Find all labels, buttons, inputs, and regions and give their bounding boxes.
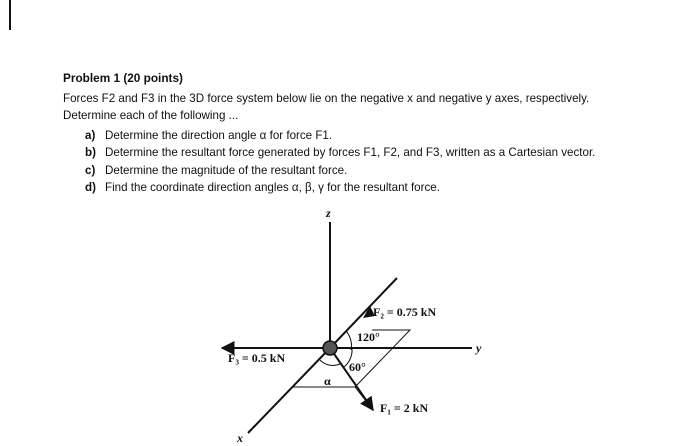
task-text: Determine the resultant force generated by forces F1, F2, and F3, written as a Cartesian vector. xyxy=(105,146,596,159)
y-axis-label: y xyxy=(476,341,482,355)
task-text: Find the coordinate direction angles α, β, γ for the resultant force. xyxy=(105,181,440,194)
problem-title: Problem 1 (20 points) xyxy=(63,71,183,85)
f2-label: F₂ = 0.75 kN xyxy=(373,305,437,319)
angle-120-label: 120° xyxy=(357,330,380,344)
origin-node xyxy=(323,341,337,355)
f1-label: F₁ = 2 kN xyxy=(380,401,429,415)
task-marker: a) xyxy=(85,128,96,142)
task-marker: b) xyxy=(85,146,96,159)
angle-alpha-label: α xyxy=(324,374,331,388)
task-text: Determine the direction angle α for force F1. xyxy=(105,128,333,142)
statement-line-2: Determine each of the following ... xyxy=(63,109,239,122)
task-marker: c) xyxy=(85,163,96,177)
x-axis-label: x xyxy=(237,431,243,445)
f1-projection-line xyxy=(355,387,373,410)
statement-line-1: Forces F2 and F3 in the 3D force system below lie on the negative x and negative y axes, respectively. xyxy=(63,91,590,105)
z-axis-label: z xyxy=(326,206,331,220)
task-marker: d) xyxy=(85,181,96,194)
f3-label: F₃ = 0.5 kN xyxy=(228,351,286,365)
angle-alpha-arc xyxy=(320,360,340,365)
task-text: Determine the magnitude of the resultant force. xyxy=(105,163,348,177)
angle-60-label: 60° xyxy=(349,360,366,374)
